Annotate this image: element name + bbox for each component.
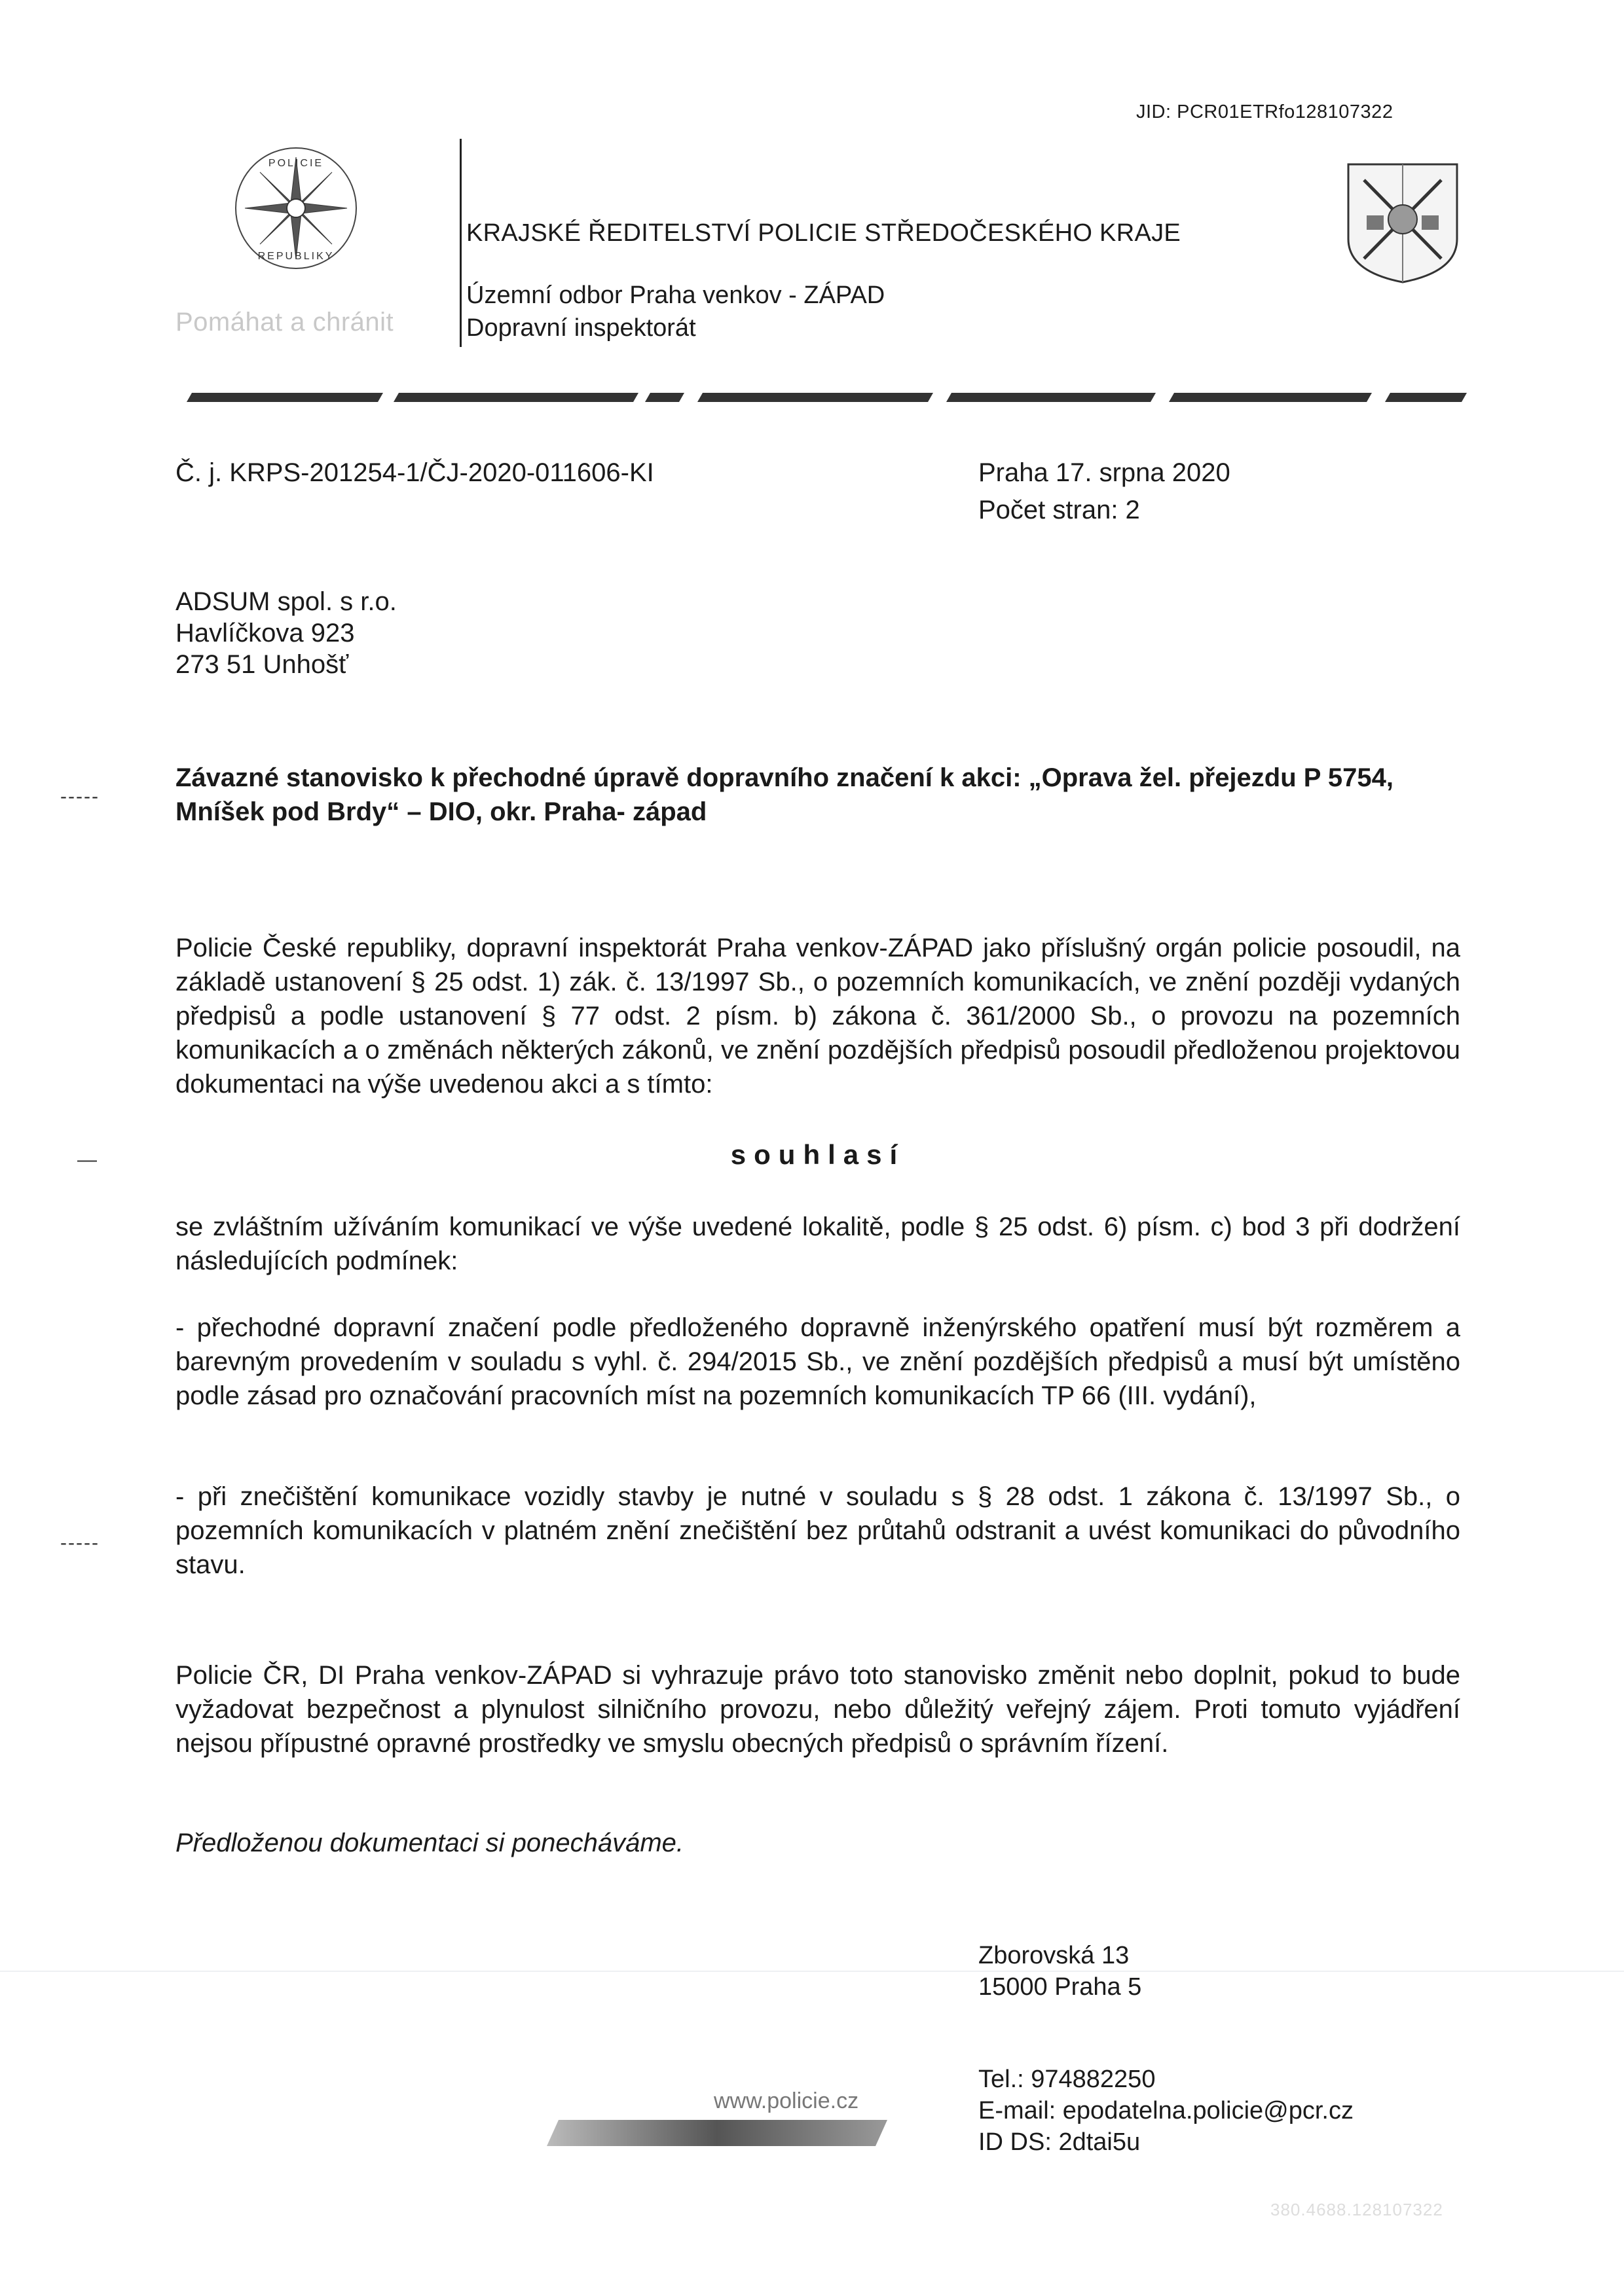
regional-crest-icon	[1344, 160, 1461, 285]
footer-email: E-mail: epodatelna.policie@pcr.cz	[978, 2097, 1354, 2124]
recipient-city: 273 51 Unhošť	[175, 650, 349, 679]
condition-item: - přechodné dopravní značení podle předloženého dopravně inženýrského opatření musí být rozměrem a barevným provedením v souladu s vyhl. č. 294/2015 Sb., ve znění pozdějších předpisů a musí být umístěno podle zásad pro označování pracovních míst na pozemních komunikacích TP 66 (III. vydání),	[175, 1313, 1460, 1410]
svg-text:POLICIE: POLICIE	[268, 158, 324, 169]
margin-mark: —	[77, 1149, 98, 1171]
document-jid: JID: PCR01ETRfo128107322	[1136, 101, 1393, 122]
footer-street: Zborovská 13	[978, 1942, 1130, 1969]
organization-name: KRAJSKÉ ŘEDITELSTVÍ POLICIE STŘEDOČESKÉHO KRAJE	[466, 219, 1181, 247]
footer-phone: Tel.: 974882250	[978, 2066, 1156, 2093]
recipient-name: ADSUM spol. s r.o.	[175, 587, 397, 616]
document-date: Praha 17. srpna 2020	[978, 458, 1230, 487]
intro-paragraph: Policie České republiky, dopravní inspektorát Praha venkov-ZÁPAD jako příslušný orgán policie posoudil, na základě ustanovení § 25 odst. 1) zák. č. 13/1997 Sb., o pozemních komunikacích, ve znění později vydaných předpisů a podle ustanovení § 77 odst. 2 písm. b) zákona č. 361/2000 Sb., o provozu na pozemních komunikacích a o změnách některých zákonů, ve znění pozdějších předpisů posoudil předloženou projektovou dokumentaci na výše uvedenou akci a s tímto:	[175, 934, 1460, 1099]
header-stripe	[187, 393, 1467, 402]
scan-stamp-code: 380.4688.128107322	[1270, 2200, 1443, 2219]
footer-divider	[0, 1971, 1624, 1972]
recipient-street: Havlíčkova 923	[175, 619, 355, 647]
footer-data-box: ID DS: 2dtai5u	[978, 2128, 1141, 2156]
subject-heading: Závazné stanovisko k přechodné úpravě dopravního značení k akci: „Oprava žel. přejezdu P 5754, Mníšek pod Brdy“ – DIO, okr. Praha- západ	[175, 763, 1393, 826]
footer-stripe	[547, 2120, 887, 2146]
footer-website: www.policie.cz	[714, 2088, 859, 2113]
margin-mark: -----	[60, 786, 100, 807]
police-star-logo	[231, 143, 361, 274]
footer-city: 15000 Praha 5	[978, 1973, 1142, 2001]
svg-text:REPUBLIKY: REPUBLIKY	[257, 251, 335, 262]
header-divider	[460, 139, 462, 347]
reservation-paragraph: Policie ČR, DI Praha venkov-ZÁPAD si vyhrazuje právo toto stanovisko změnit nebo doplnit, pokud to bude vyžadovat bezpečnost a plynulost silničního provozu, nebo důležitý veřejný zájem. Proti tomuto vyjádření nejsou přípustné opravné prostředky ve smyslu obecných předpisů o správním řízení.	[175, 1661, 1460, 1758]
page-count: Počet stran: 2	[978, 496, 1140, 524]
conditions-intro: se zvláštním užíváním komunikací ve výše uvedené lokalitě, podle § 25 odst. 6) písm. c) bod 3 při dodržení následujících podmínek:	[175, 1212, 1460, 1275]
condition-item: - při znečištění komunikace vozidly stavby je nutné v souladu s § 28 odst. 1 zákona č. 13/1997 Sb., o pozemních komunikacích v platném znění znečištění bez průtahů odstranit a uvést komunikaci do původního stavu.	[175, 1482, 1460, 1579]
department-name: Územní odbor Praha venkov - ZÁPAD	[466, 282, 885, 309]
motto: Pomáhat a chránit	[175, 308, 394, 337]
decision-word: souhlasí	[730, 1139, 906, 1170]
closing-note: Předloženou dokumentaci si ponecháváme.	[175, 1829, 684, 1857]
case-number: Č. j. KRPS-201254-1/ČJ-2020-011606-KI	[175, 458, 654, 487]
margin-mark: -----	[60, 1532, 100, 1554]
department-subunit: Dopravní inspektorát	[466, 314, 696, 342]
